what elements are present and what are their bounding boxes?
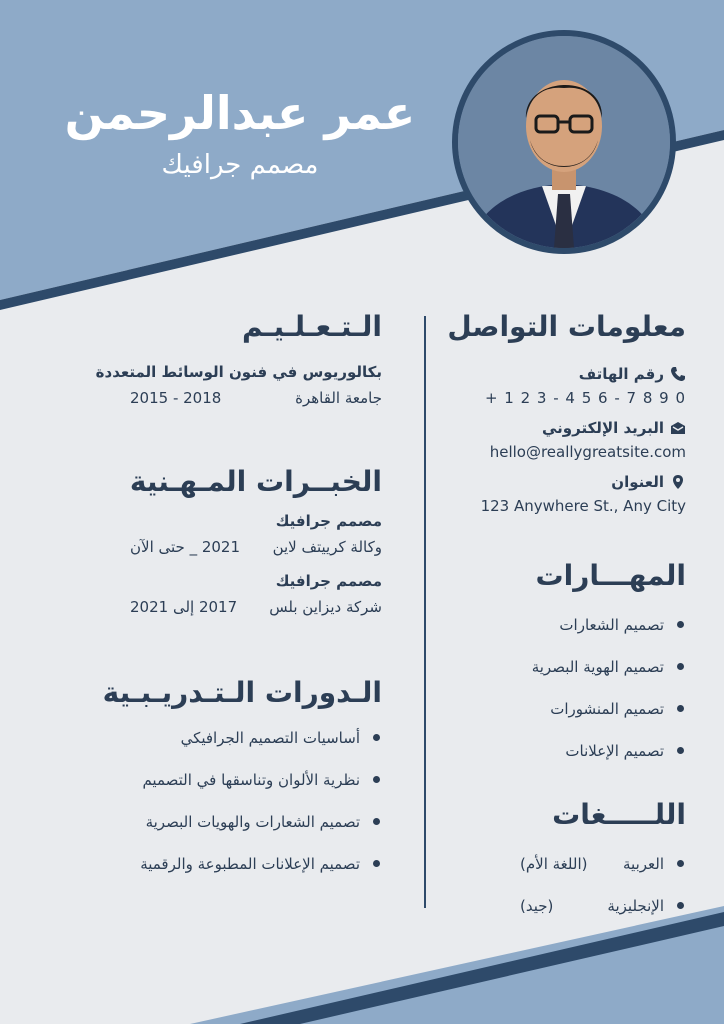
email-item bbox=[470, 419, 686, 461]
contact-heading: معلومات التواصل bbox=[447, 310, 686, 343]
skills-list bbox=[470, 604, 686, 772]
languages-section bbox=[470, 798, 686, 927]
column-divider bbox=[424, 316, 426, 908]
experience-item bbox=[40, 512, 382, 556]
language-level: (اللغة الأم) bbox=[520, 855, 588, 873]
location-pin-icon bbox=[670, 474, 686, 490]
experience-item bbox=[40, 572, 382, 616]
skills-section bbox=[470, 559, 686, 772]
address-value: 123 Anywhere St., Any City bbox=[480, 497, 686, 515]
left-column bbox=[40, 310, 382, 885]
languages-heading: اللـــــغات bbox=[552, 798, 686, 831]
email-value: hello@reallygreatsite.com bbox=[489, 443, 686, 461]
languages-list bbox=[470, 843, 686, 927]
address-label: العنوان bbox=[611, 473, 664, 491]
envelope-icon bbox=[670, 420, 686, 436]
language-name: العربية bbox=[623, 855, 664, 873]
skill-item: تصميم المنشورات bbox=[470, 688, 686, 730]
language-level: (جيد) bbox=[520, 897, 554, 915]
phone-item bbox=[470, 365, 686, 407]
course-item: تصميم الشعارات والهويات البصرية bbox=[40, 801, 382, 843]
job-title: مصمم جرافيك bbox=[161, 150, 319, 180]
degree: بكالوريوس في فنون الوسائط المتعددة bbox=[95, 363, 382, 381]
experience-section bbox=[40, 465, 382, 616]
courses-list bbox=[40, 717, 382, 885]
address-item bbox=[470, 473, 686, 515]
portrait-illustration bbox=[458, 36, 670, 248]
experience-company: وكالة كرييتف لاين bbox=[272, 538, 382, 556]
experience-position: مصمم جرافيك bbox=[275, 572, 382, 590]
experience-period: 2021 _ حتى الآن bbox=[130, 538, 241, 556]
right-column bbox=[447, 310, 686, 927]
experience-position: مصمم جرافيك bbox=[275, 512, 382, 530]
experience-company: شركة ديزاين بلس bbox=[269, 598, 382, 616]
phone-label: رقم الهاتف bbox=[578, 365, 664, 383]
language-item bbox=[470, 885, 686, 927]
courses-section bbox=[40, 676, 382, 885]
contact-section bbox=[447, 310, 686, 515]
courses-heading: الـدورات الـتـدريـبـية bbox=[102, 676, 382, 709]
experience-period: 2017 إلى 2021 bbox=[130, 598, 238, 616]
skill-item: تصميم الهوية البصرية bbox=[470, 646, 686, 688]
education-heading: الـتـعـلـيـم bbox=[241, 310, 382, 343]
skill-item: تصميم الإعلانات bbox=[470, 730, 686, 772]
course-item: تصميم الإعلانات المطبوعة والرقمية bbox=[40, 843, 382, 885]
language-name: الإنجليزية bbox=[607, 897, 664, 915]
skill-item: تصميم الشعارات bbox=[470, 604, 686, 646]
experience-heading: الخبــرات المـهـنية bbox=[129, 465, 382, 498]
education-section bbox=[40, 310, 382, 407]
email-label: البريد الإلكتروني bbox=[542, 419, 664, 437]
course-item: أساسيات التصميم الجرافيكي bbox=[40, 717, 382, 759]
phone-icon bbox=[670, 366, 686, 382]
course-item: نظرية الألوان وتناسقها في التصميم bbox=[40, 759, 382, 801]
university: جامعة القاهرة bbox=[295, 389, 382, 407]
person-name: عمر عبدالرحمن bbox=[64, 86, 416, 140]
education-years: 2018 - 2015 bbox=[130, 389, 222, 407]
language-item bbox=[470, 843, 686, 885]
skills-heading: المهـــارات bbox=[535, 559, 686, 592]
profile-photo bbox=[452, 30, 676, 254]
phone-value: + 1 2 3 - 4 5 6 - 7 8 9 0 bbox=[484, 389, 686, 407]
